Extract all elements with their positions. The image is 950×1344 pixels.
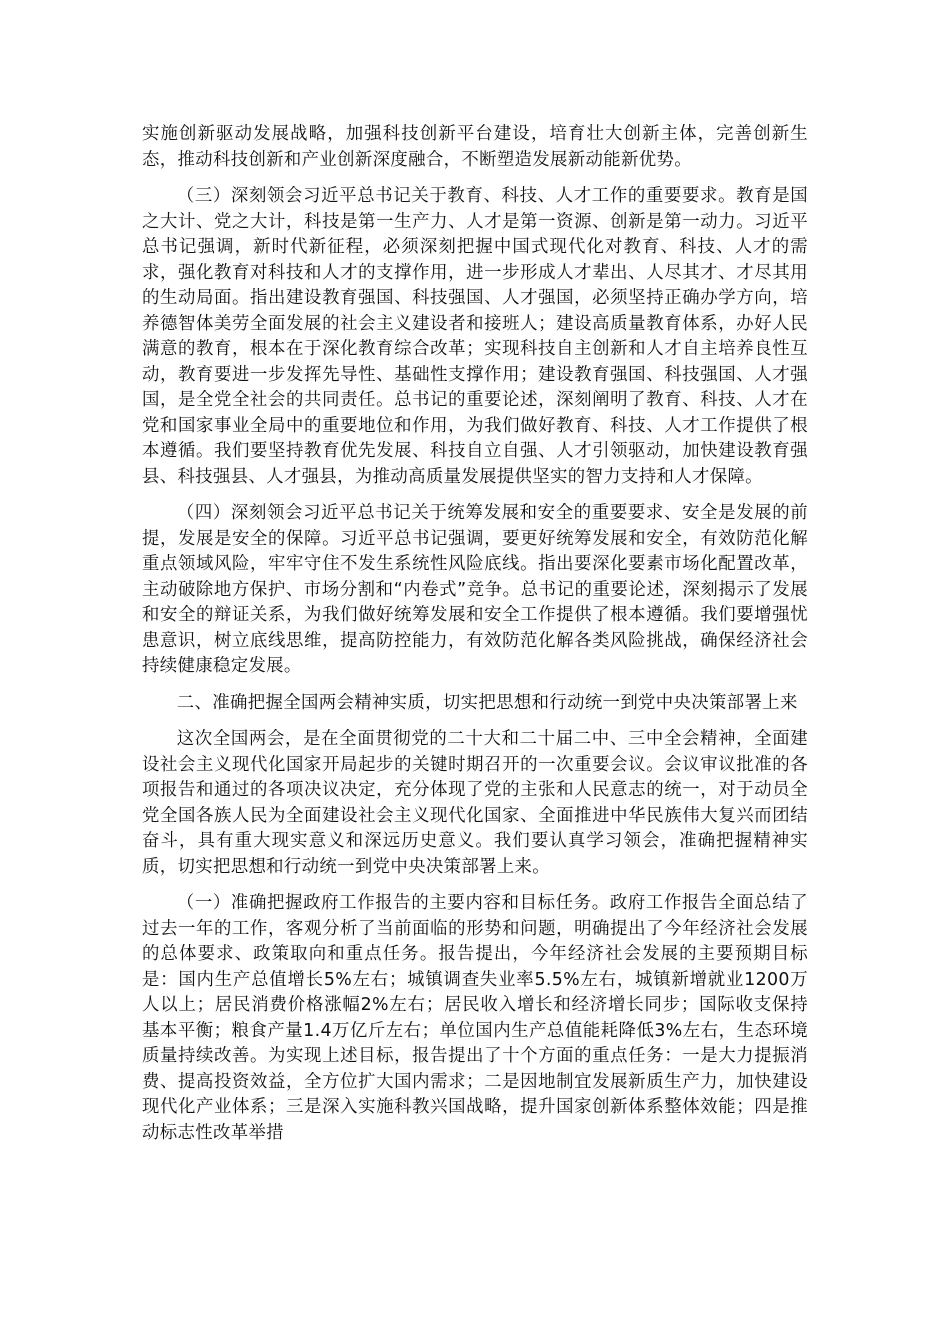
paragraph-innovation-continued: 实施创新驱动发展战略，加强科技创新平台建设，培育壮大创新主体，完善创新生态，推动科技创新和产业创新深度融合，不断塑造发展新动能新优势。 bbox=[142, 124, 808, 170]
paragraph-two-sessions-overview: 这次全国两会，是在全面贯彻党的二十大和二十届二中、三中全会精神，全面建设社会主义现代化国家开局起步的关键时期召开的一次重要会议。会议审议批准的各项报告和通过的各项决议决定，充分体现了党的主张和人民意志的统一，对于动员全党全国各族人民为全面建设社会主义现代化国家、全面推进中华民族伟大复兴而团结奋斗，具有重大现实意义和深远历史意义。我们要认真学习领会，准确把握精神实质，切实把思想和行动统一到党中央决策部署上来。 bbox=[142, 729, 808, 877]
document-page bbox=[142, 122, 808, 1157]
section-heading-two-sessions: 二、准确把握全国两会精神实质，切实把思想和行动统一到党中央决策部署上来 bbox=[176, 692, 798, 713]
paragraph-development-security: （四）深刻领会习近平总书记关于统筹发展和安全的重要要求、安全是发展的前提，发展是安全的保障。习近平总书记强调，要更好统筹发展和安全，有效防范化解重点领域风险，牢牢守住不发生系统性风险底线。指出要深化要素市场化配置改革，主动破除地方保护、市场分割和“内卷式”竞争。总书记的重要论述，深刻揭示了发展和安全的辩证关系，为我们做好统筹发展和安全工作提供了根本遵循。我们要增强忧患意识，树立底线思维，提高防控能力，有效防范化解各类风险挑战，确保经济社会持续健康稳定发展。 bbox=[142, 503, 808, 676]
paragraph-government-work-report: （一）准确把握政府工作报告的主要内容和目标任务。政府工作报告全面总结了过去一年的工作，客观分析了当前面临的形势和问题，明确提出了今年经济社会发展的总体要求、政策取向和重点任务。报告提出，今年经济社会发展的主要预期目标是：国内生产总值增长5%左右；城镇调查失业率5.5%左右，城镇新增就业1200万人以上；居民消费价格涨幅2%左右；居民收入增长和经济增长同步；国际收支保持基本平衡；粮食产量1.4万亿斤左右；单位国内生产总值能耗降低3%左右，生态环境质量持续改善。为实现上述目标，报告提出了十个方面的重点任务：一是大力提振消费、提高投资效益，全方位扩大国内需求；二是因地制宜发展新质生产力，加快建设现代化产业体系；三是深入实施科教兴国战略，提升国家创新体系整体效能；四是推动标志性改革举措 bbox=[142, 893, 808, 1143]
paragraph-education-science-talent: （三）深刻领会习近平总书记关于教育、科技、人才工作的重要要求。教育是国之大计、党之大计，科技是第一生产力、人才是第一资源、创新是第一动力。习近平总书记强调，新时代新征程，必须深刻把握中国式现代化对教育、科技、人才的需求，强化教育对科技和人才的支撑作用，进一步形成人才辈出、人尽其才、才尽其用的生动局面。指出建设教育强国、科技强国、人才强国，必须坚持正确办学方向，培养德智体美劳全面发展的社会主义建设者和接班人；建设高质量教育体系，办好人民满意的教育，根本在于深化教育综合改革；实现科技自主创新和人才自主培养良性互动，教育要进一步发挥先导性、基础性支撑作用；建设教育强国、科技强国、人才强国，是全党全社会的共同责任。总书记的重要论述，深刻阐明了教育、科技、人才在党和国家事业全局中的重要地位和作用，为我们做好教育、科技、人才工作提供了根本遵循。我们要坚持教育优先发展、科技自立自强、人才引领驱动，加快建设教育强县、科技强县、人才强县，为推动高质量发展提供坚实的智力支持和人才保障。 bbox=[142, 186, 808, 487]
